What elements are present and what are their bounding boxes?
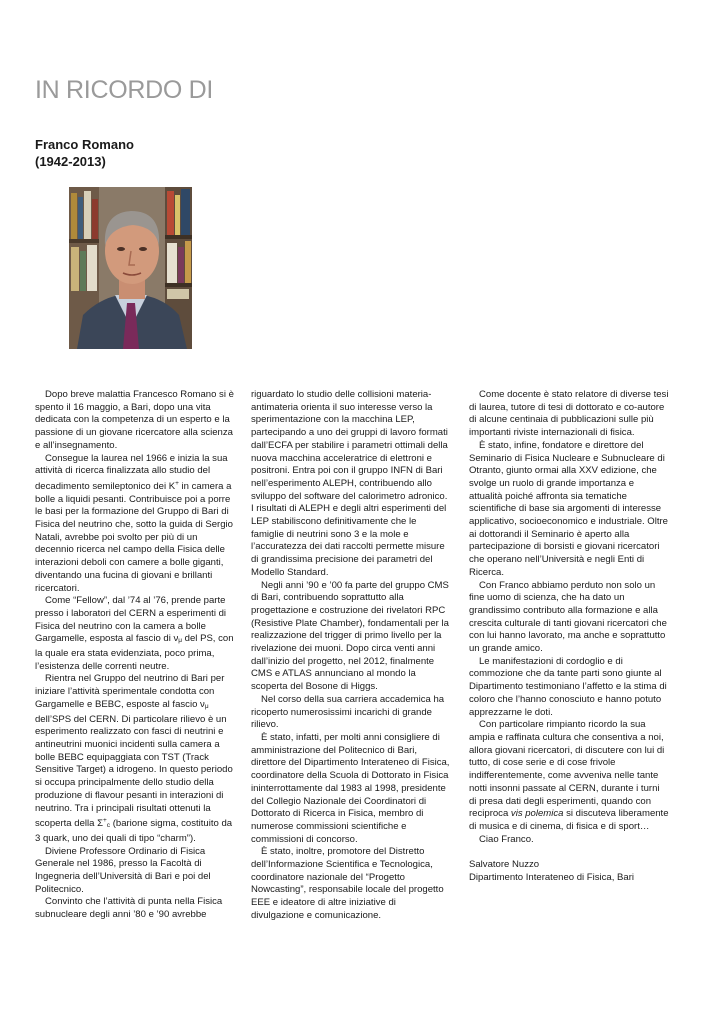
signature-name: Salvatore Nuzzo	[469, 859, 540, 870]
paragraph: Con Franco abbiamo perduto non solo un fine uomo di scienza, che ha dato un grandissimo contributo alla formazione e alla crescita culturale di tanti giovani ricercatori che con lui hanno lavorato, ma anche e soprattutto un grande amico.	[469, 579, 667, 655]
paragraph: Dopo breve malattia Francesco Romano si è spento il 16 maggio, a Bari, dopo una vita dedicata con la competenza di un esperto e la passione di un giovane ricercatore alla scienza e all’insegnamento.	[35, 389, 234, 451]
text-column-1	[35, 389, 235, 922]
signature-affiliation: Dipartimento Interateneo di Fisica, Bari	[469, 871, 635, 883]
paragraph: riguardato lo studio delle collisioni materia-antimateria orienta il suo interesse verso la sperimentazione con la macchina LEP, partecipando a uno dei gruppi di lavoro formati dall’ECFA per stabilire i parametri ottimali della nuova macchina acceleratrice di elettroni e positroni. Entra poi con il gruppo INFN di Bari nell’esperimento ALEPH, contribuendo allo sviluppo del software del calorimetro adronico. I risultati di ALEPH e degli altri esperimenti del LEP stabiliscono definitivamente che le famiglie di neutrini sono 3 e la mole e l’accuratezza dei dati raccolti permette misure di grandissima precisione dei parametri del Modello Standard.	[251, 389, 448, 578]
section-title: IN RICORDO DI	[35, 76, 214, 104]
paragraph: Come docente è stato relatore di diverse tesi di laurea, tutore di tesi di dottorato e co-autore di alcune centinaia di pubblicazioni sulle più importanti riviste internazionali di fisica.	[469, 389, 669, 439]
paragraph: È stato, inoltre, promotore del Distretto dell’Informazione Scientifica e Tecnologica, coordinatore nazionale del “Progetto Nowcasting”, responsabile locale del progetto EEE e ideatore di altre iniziative di divulgazione e comunicazione.	[251, 846, 444, 921]
paragraph: Diviene Professore Ordinario di Fisica Generale nel 1986, presso la Facoltà di Ingegneria dell’Università di Bari e poi del Politecnico.	[35, 845, 211, 895]
text-column-3	[469, 389, 669, 884]
paragraph: Consegue la laurea nel 1966 e inizia la sua attività di ricerca finalizzata allo studio del decadimento semileptonico dei K+ in camera a bolle a liquidi pesanti. Contribuisce poi a porre le basi per la formazione del Gruppo di Bari di Fisica del neutrino che, sotto la guida di Sergio Natali, avrebbe poi svolto per più di un decennio ricerca nel campo della Fisica delle interazioni deboli con camere a bolle giganti, diventando una fucina di giovani e brillanti ricercatori.	[35, 452, 233, 594]
paragraph: Ciao Franco.	[479, 833, 534, 845]
paragraph: Nel corso della sua carriera accademica ha ricoperto numerosissimi incarichi di grande rilievo.	[251, 693, 445, 731]
paragraph: È stato, infine, fondatore e direttore del Seminario di Fisica Nucleare e Subnucleare di Otranto, giunto ormai alla XXV edizione, che svolge un ruolo di grande importanza e attualità poiché affronta sia tematiche scientifiche di base sia argomenti di interesse applicativo, socioeconomico e industriale. Oltre ai dottorandi il Seminario è aperto alla partecipazione di borsisti e giovani ricercatori che operano nell’Università e negli Enti di Ricerca.	[469, 439, 668, 578]
text-column-2	[251, 389, 451, 923]
paragraph: Convinto che l’attività di punta nella Fisica subnucleare degli anni ’80 e ’90 avrebbe	[35, 896, 223, 921]
paragraph: Rientra nel Gruppo del neutrino di Bari per iniziare l’attività sperimentale condotta con Gargamelle e BEBC, esposte al fascio νμ dell’SPS del CERN. Di particolare rilievo è un esperimento realizzato con fasci di neutrini e antineutrini muonici incidenti sulla camera a bolle BEBC equipaggiata con TST (Track Sensitive Target) a idrogeno. In questo periodo si occupa principalmente dello studio della produzione di flavour pesanti in interazioni di neutrino. Tra i principali risultati ottenuti la scoperta della Σ+c (barione sigma, costituito da 3 quark, uno dei quali di tipo “charm”).	[35, 673, 233, 844]
person-years: (1942-2013)	[35, 154, 106, 169]
paragraph: Negli anni ’90 e ’00 fa parte del gruppo CMS di Bari, contribuendo soprattutto alla progettazione e costruzione dei rivelatori RPC (Resistive Plate Chamber), fondamentali per la realizzazione del trigger di primo livello per la rivelazione dei muoni. Dopo circa venti anni dall’inizio del progetto, nel 2012, finalmente CMS e ATLAS annunciano al mondo la scoperta del Bosone di Higgs.	[251, 579, 449, 693]
paragraph: È stato, infatti, per molti anni consigliere di amministrazione del Politecnico di Bari, direttore del Dipartimento Interateneo di Fisica, coordinatore della Scuola di Dottorato in Fisica ininterrottamente dal 1983 al 1998, presidente del Collegio Nazionale dei Coordinatori di Dottorato di Ricerca in Fisica, membro di numerose commissioni scientifiche e commissioni di concorso.	[251, 731, 450, 845]
paragraph: Come “Fellow”, dal ’74 al ’76, prende parte presso i laboratori del CERN a esperimenti di Fisica del neutrino con la camera a bolle Gargamelle, esposta al fascio di νμ del PS, con la quale era stata evidenziata, poco prima, l’esistenza delle correnti neutre.	[35, 595, 234, 672]
paragraph: Con particolare rimpianto ricordo la sua ampia e raffinata cultura che consentiva a noi, allora giovani ricercatori, di discutere con lui di tutto, di cose serie e di cose frivole indifferentemente, come avveniva nelle tante notti insonni passate al CERN, durante i turni di presa dati degli esperimenti, quando con reciproca vis polemica si discuteva liberamente di musica e di cinema, di fisica e di sport…	[469, 719, 669, 832]
person-name: Franco Romano	[35, 137, 134, 152]
portrait-photo	[69, 187, 192, 349]
person-heading	[35, 136, 134, 170]
paragraph: Le manifestazioni di cordoglio e di commozione che da tante parti sono giunte al Dipartimento testimoniano l’affetto e la stima di coloro che l’hanno conosciuto e hanno potuto apprezzarne le doti.	[469, 655, 667, 718]
